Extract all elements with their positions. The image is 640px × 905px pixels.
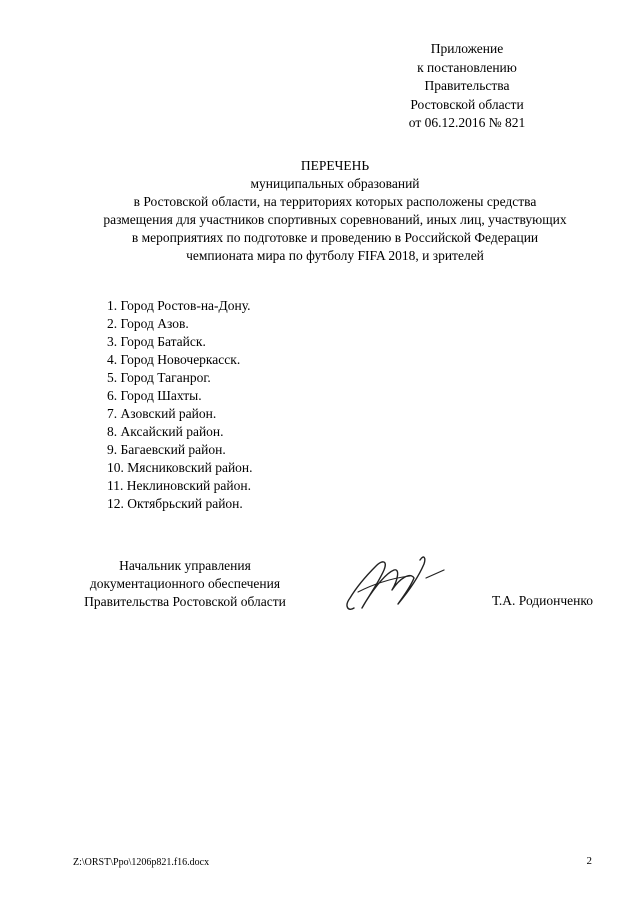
signer-name: Т.А. Родионченко — [492, 593, 593, 608]
heading-line: размещения для участников спортивных соревнований, иных лиц, участвующих — [103, 212, 567, 227]
appendix-header — [367, 40, 567, 133]
list-item: 7. Азовский район. — [107, 406, 217, 421]
list-item: 11. Неклиновский район. — [107, 478, 251, 493]
appendix-line: Приложение — [430, 41, 504, 56]
heading-line: чемпионата мира по футболу FIFA 2018, и зрителей — [186, 248, 484, 263]
handwritten-signature — [340, 548, 452, 620]
municipality-list — [107, 297, 253, 513]
appendix-line: Правительства — [424, 78, 510, 94]
appendix-line: Ростовской области — [410, 96, 524, 112]
list-item: 1. Город Ростов-на-Дону. — [107, 298, 251, 313]
list-item: 4. Город Новочеркасск. — [107, 352, 241, 367]
signer-position-line: документационного обеспечения — [89, 576, 281, 591]
footer-file-path: Z:\ORST\Ppo\1206p821.f16.docx — [73, 857, 210, 868]
document-heading — [40, 157, 630, 265]
page-number: 2 — [586, 855, 592, 867]
heading-line: муниципальных образований — [250, 176, 420, 191]
list-item: 5. Город Таганрог. — [107, 370, 211, 385]
list-item: 12. Октябрьский район. — [107, 496, 243, 511]
list-item: 8. Аксайский район. — [107, 424, 224, 439]
list-item: 10. Мясниковский район. — [107, 460, 253, 475]
signer-position-line: Правительства Ростовской области — [84, 594, 286, 609]
signer-position-line: Начальник управления — [119, 558, 251, 573]
appendix-line: от 06.12.2016 № 821 — [408, 115, 526, 131]
signature-drawing — [340, 548, 452, 620]
list-item: 3. Город Батайск. — [107, 334, 206, 349]
document-title: ПЕРЕЧЕНЬ — [300, 158, 370, 173]
heading-line: в мероприятиях по подготовке и проведению в Российской Федерации — [131, 230, 539, 245]
list-item: 6. Город Шахты. — [107, 388, 202, 403]
list-item: 9. Багаевский район. — [107, 442, 226, 457]
signer-position — [40, 557, 330, 611]
list-item: 2. Город Азов. — [107, 316, 189, 331]
appendix-line: к постановлению — [417, 59, 517, 75]
heading-line: в Ростовской области, на территориях которых расположены средства — [133, 194, 537, 209]
